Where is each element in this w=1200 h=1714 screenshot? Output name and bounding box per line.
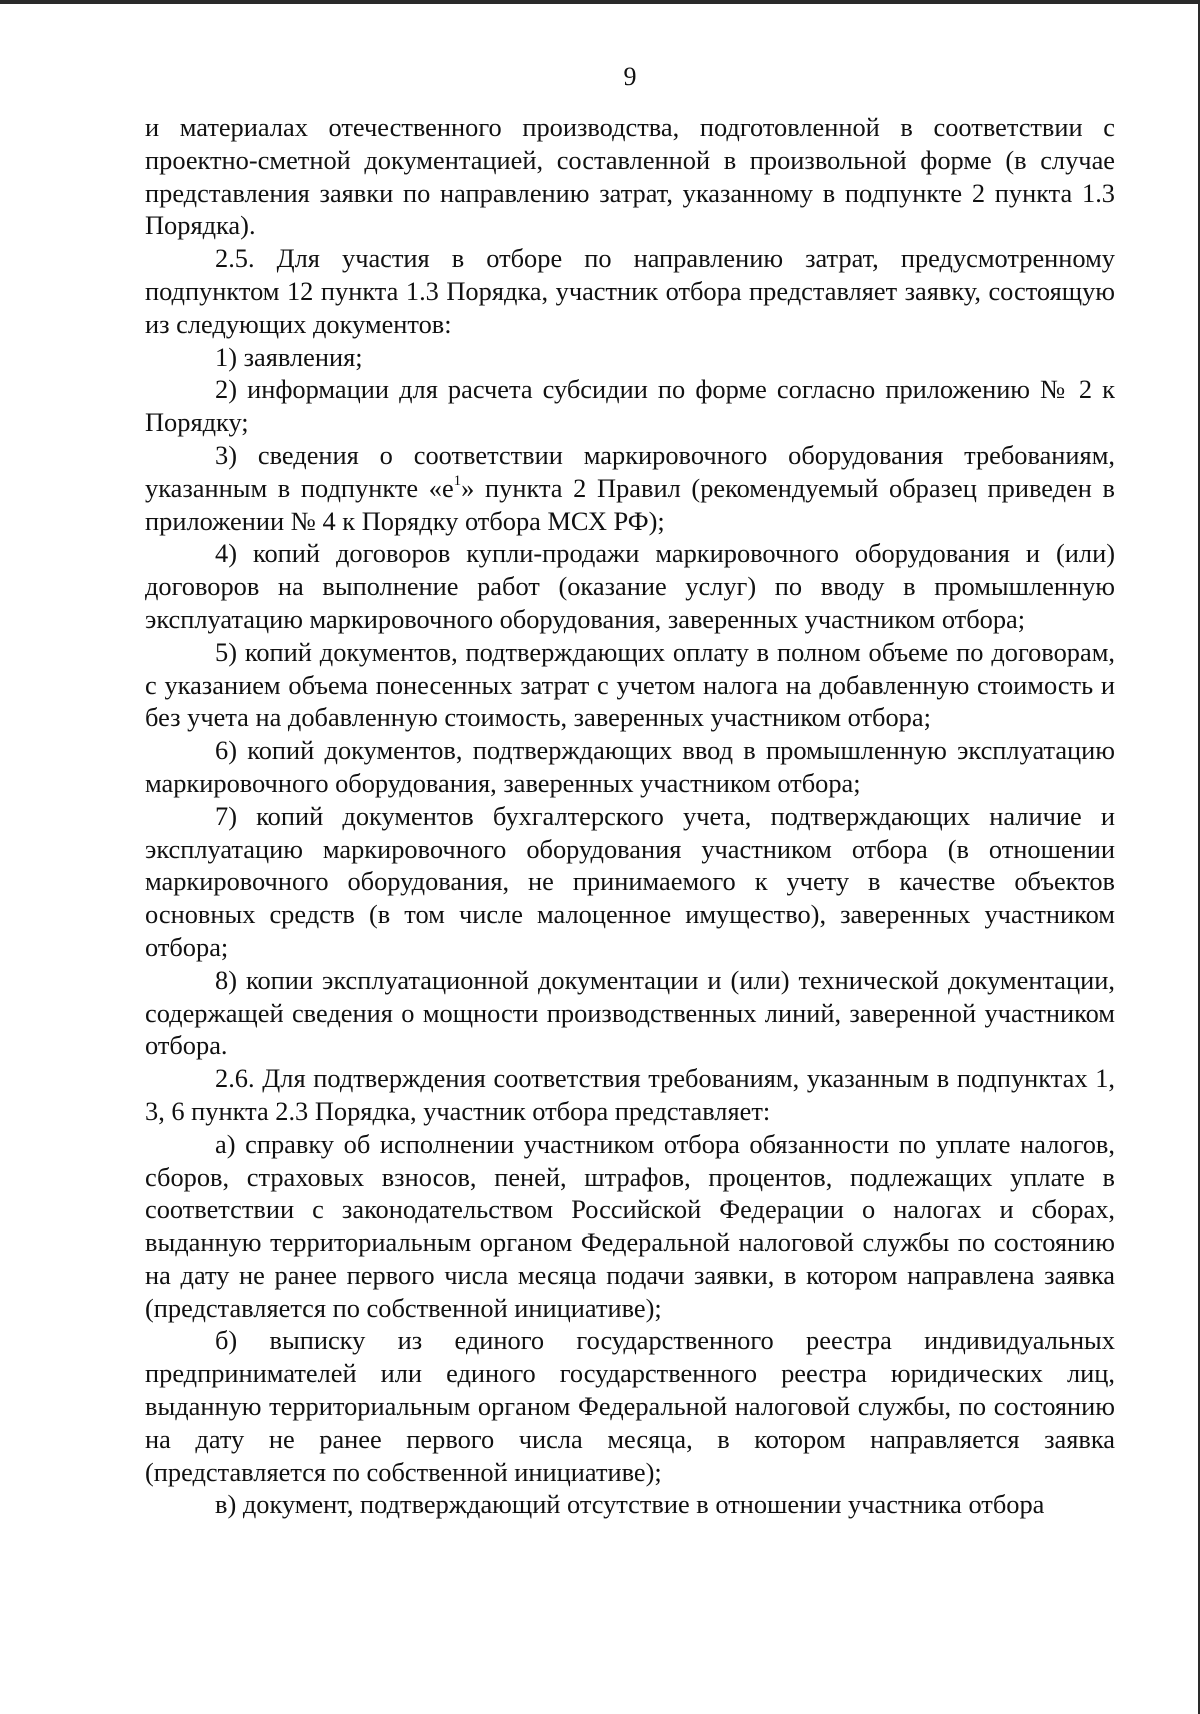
list-item-4: 4) копий договоров купли-продажи маркировочного оборудования и (или) договоров на выполнение работ (оказание услуг) по вводу в промышленную эксплуатацию маркировочного оборудования, заверенных участником отбора; (145, 538, 1115, 634)
list-item-8: 8) копии эксплуатационной документации и (или) технической документации, содержащей сведения о мощности производственных линий, заверенной участником отбора. (145, 964, 1115, 1061)
list-item-b: б) выписку из единого государственного реестра индивидуальных предпринимателей или единого государственного реестра юридических лиц, выданную территориальным органом Федеральной налоговой службы, по состоянию на дату не ранее первого числа месяца, в котором направляется заявка (представляется по собственной инициативе); (145, 1325, 1115, 1487)
list-item-5: 5) копий документов, подтверждающих оплату в полном объеме по договорам, с указанием объема понесенных затрат с учетом налога на добавленную стоимость и без учета на добавленную стоимость, заверенных участником отбора; (145, 636, 1115, 733)
superscript-marker: 1 (453, 472, 462, 489)
list-item-3-text-a: 3) сведения о соответствии маркировочного оборудования требованиям, указанным в подпункте «е (145, 439, 1115, 503)
list-item-3 (145, 439, 1115, 537)
list-item-3-text-b: » пункта 2 Правил (рекомендуемый образец приведен в приложении № 4 к Порядку отбора МСХ РФ); (145, 472, 1116, 536)
list-item-6: 6) копий документов, подтверждающих ввод в промышленную эксплуатацию маркировочного оборудования, заверенных участником отбора; (145, 735, 1115, 798)
paragraph-2-5: 2.5. Для участия в отборе по направлению затрат, предусмотренному подпунктом 12 пункта 1.3 Порядка, участник отбора представляет заявку, состоящую из следующих документов: (145, 243, 1115, 339)
list-item-a: а) справку об исполнении участником отбора обязанности по уплате налогов, сборов, страховых взносов, пеней, штрафов, процентов, подлежащих уплате в соответствии с законодательством Российской Федерации о налогах и сборах, выданную территориальным органом Федеральной налоговой службы по состоянию на дату не ранее первого числа месяца подачи заявки, в котором направлена заявка (представляется по собственной инициативе); (145, 1128, 1115, 1323)
document-body (145, 111, 1115, 1521)
page-number: 9 (623, 62, 637, 91)
paragraph-continuation: и материалах отечественного производства, подготовленной в соответствии с проектно-сметной документацией, составленной в произвольной форме (в случае представления заявки по направлению затрат, указанному в подпункте 2 пункта 1.3 Порядка). (145, 112, 1115, 241)
scan-edge-top (0, 0, 1200, 4)
list-item-7: 7) копий документов бухгалтерского учета, подтверждающих наличие и эксплуатацию маркировочного оборудования участником отбора (в отношении маркировочного оборудования, не принимаемого к учету в качестве объектов основных средств (в том числе малоценное имущество), заверенных участником отбора; (145, 800, 1115, 962)
list-item-1: 1) заявления; (215, 341, 363, 372)
list-item-v: в) документ, подтверждающий отсутствие в отношении участника отбора (215, 1489, 1045, 1520)
paragraph-2-6: 2.6. Для подтверждения соответствия требованиям, указанным в подпунктах 1, 3, 6 пункта 2.3 Порядка, участник отбора представляет: (145, 1063, 1115, 1126)
list-item-2: 2) информации для расчета субсидии по форме согласно приложению № 2 к Порядку; (145, 374, 1115, 438)
